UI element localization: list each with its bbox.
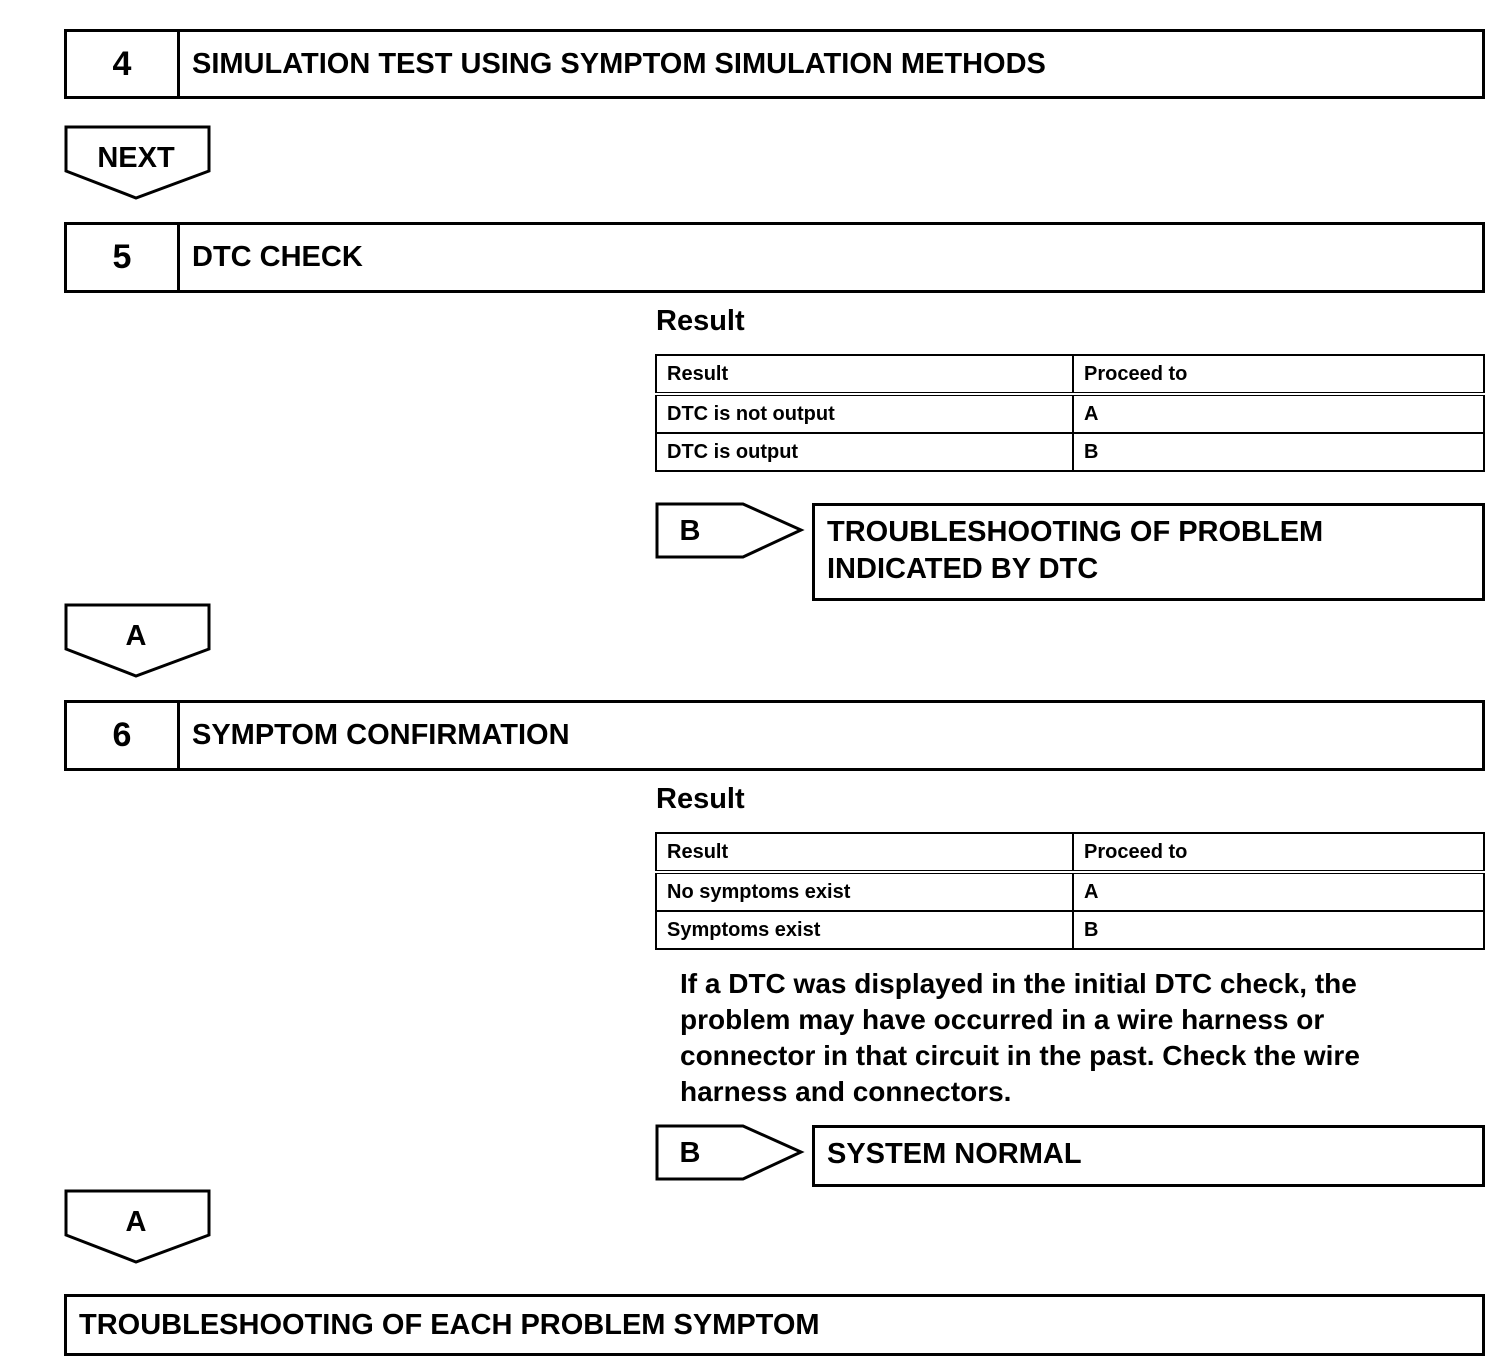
branch-b-arrow: [655, 502, 805, 560]
note-text: If a DTC was displayed in the initial DTC check, the problem may have occurred in a wire harness or connector in that circuit in the past. Check the wire harness and connectors.: [680, 968, 1360, 1107]
branch-target-box: TROUBLESHOOTING OF PROBLEM INDICATED BY DTC: [812, 503, 1485, 601]
table-header-cell: Proceed to: [1073, 833, 1484, 872]
branch-label: B: [679, 515, 701, 547]
table-cell: A: [1073, 394, 1484, 433]
table-cell: DTC is output: [656, 433, 1073, 471]
table-header-row: [656, 355, 1484, 394]
table-row: [656, 872, 1484, 911]
step-6-header: [64, 700, 1485, 771]
table-cell: B: [1073, 433, 1484, 471]
table-cell: Symptoms exist: [656, 911, 1073, 949]
step-title: SYMPTOM CONFIRMATION: [192, 719, 570, 751]
table-cell: DTC is not output: [656, 394, 1073, 433]
table-header-cell: Result: [656, 355, 1073, 394]
table-header-cell: Result: [656, 833, 1073, 872]
continue-a-arrow: [64, 1189, 212, 1265]
step-number: 5: [67, 225, 180, 290]
table-row: [656, 433, 1484, 471]
table-header-row: [656, 833, 1484, 872]
table-row: [656, 911, 1484, 949]
branch-target-box: SYSTEM NORMAL: [812, 1125, 1485, 1187]
step-number: 6: [67, 703, 180, 768]
step-title: DTC CHECK: [192, 241, 363, 273]
final-box: TROUBLESHOOTING OF EACH PROBLEM SYMPTOM: [64, 1294, 1485, 1356]
continue-label: A: [125, 620, 147, 652]
step-number: 4: [67, 32, 180, 96]
table-cell: No symptoms exist: [656, 872, 1073, 911]
branch-b-arrow: [655, 1124, 805, 1182]
next-arrow: [64, 125, 212, 201]
continue-label: A: [125, 1206, 147, 1238]
result-heading: Result: [656, 783, 745, 815]
continue-a-arrow: [64, 603, 212, 679]
result-table: [655, 354, 1485, 472]
result-heading: Result: [656, 305, 745, 337]
step-4-header: [64, 29, 1485, 99]
result-table: [655, 832, 1485, 950]
table-cell: A: [1073, 872, 1484, 911]
table-header-cell: Proceed to: [1073, 355, 1484, 394]
step-5-header: [64, 222, 1485, 293]
step-title: SIMULATION TEST USING SYMPTOM SIMULATION METHODS: [192, 47, 1046, 80]
table-row: [656, 394, 1484, 433]
next-label: NEXT: [97, 142, 175, 174]
branch-label: B: [679, 1137, 701, 1169]
table-cell: B: [1073, 911, 1484, 949]
